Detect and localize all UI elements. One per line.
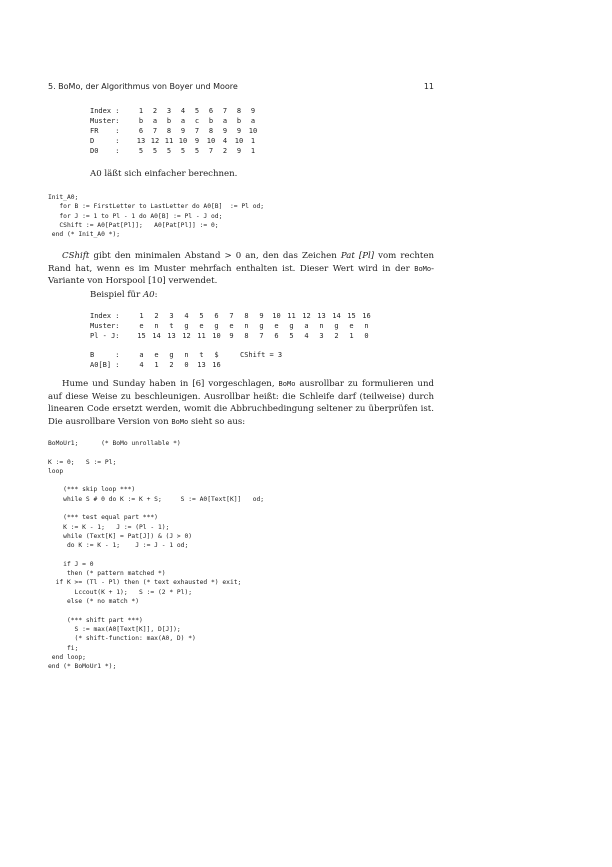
table-cell xyxy=(260,116,274,126)
table-cell: 13 xyxy=(167,332,176,340)
table-cell: t xyxy=(199,351,204,359)
table-cell: a xyxy=(139,351,144,359)
table-cell: n xyxy=(154,322,159,330)
table-cell: e xyxy=(154,351,159,359)
row-label: D : xyxy=(90,137,120,145)
row-label: FR : xyxy=(90,127,120,135)
table-cell: 4 xyxy=(180,107,186,115)
table-row xyxy=(90,106,274,116)
table-cell: a xyxy=(250,117,256,125)
row-label: Muster: xyxy=(90,117,120,125)
table-row xyxy=(90,360,320,370)
table-cell: 1 xyxy=(349,332,354,340)
table-cell: 12 xyxy=(150,137,160,145)
row-label: Pl - J: xyxy=(90,332,120,340)
table-cell: 9 xyxy=(194,137,200,145)
table-cell: 9 xyxy=(222,127,228,135)
paragraph-hume-sunday xyxy=(48,378,434,428)
table-cell xyxy=(260,126,274,136)
table-cell: 5 xyxy=(194,147,200,155)
table-cell: 0 xyxy=(364,332,369,340)
table-cell: g xyxy=(334,322,339,330)
hume-text-2: ausrollbar zu formulieren und auf diese Weise zu beschleunigen. Ausrollbar heißt: die Schleife darf (teilweise) durch linearen Code ersetzt werden, womit die Abbruchbedingung seltener zu überprüfen ist. Die ausrollbare Version von xyxy=(48,379,434,427)
table-cell: 14 xyxy=(332,312,341,320)
table-cell: b xyxy=(236,117,242,125)
row-label: D0 : xyxy=(90,147,120,155)
table-cell: g xyxy=(214,322,219,330)
table-row xyxy=(90,350,320,360)
row-label: A0[B] : xyxy=(90,361,120,369)
table-row xyxy=(90,126,274,136)
table-cell: e xyxy=(229,322,234,330)
table-cell: 12 xyxy=(302,312,311,320)
row-label: Index : xyxy=(90,107,120,115)
table-cell: 7 xyxy=(259,332,264,340)
table-cell: 11 xyxy=(287,312,296,320)
table-cell: 6 xyxy=(214,312,219,320)
index-table-bama xyxy=(90,106,274,156)
term-bomo-1: BoMo xyxy=(278,380,296,388)
example-text: Beispiel für xyxy=(90,290,143,300)
cshift-value: CShift = 3 xyxy=(240,351,283,359)
table-cell: 9 xyxy=(229,332,234,340)
a0-table xyxy=(90,350,320,370)
table-cell: 0 xyxy=(184,361,189,369)
table-row xyxy=(90,331,374,341)
table-cell xyxy=(260,146,274,156)
table-cell: 4 xyxy=(304,332,309,340)
table-cell: 5 xyxy=(152,147,158,155)
table-cell: 5 xyxy=(138,147,144,155)
table-cell: 13 xyxy=(197,361,206,369)
table-cell: 3 xyxy=(319,332,324,340)
table-cell: 10 xyxy=(178,137,188,145)
table-cell: 4 xyxy=(139,361,144,369)
term-cshift: CShift xyxy=(62,251,90,261)
table-cell: 10 xyxy=(234,137,244,145)
table-cell: b xyxy=(138,117,144,125)
table-cell: 5 xyxy=(289,332,294,340)
table-cell: 2 xyxy=(154,312,159,320)
table-cell: 3 xyxy=(166,107,172,115)
index-table-engeg xyxy=(90,311,374,341)
table-cell: 15 xyxy=(137,332,146,340)
table-cell: b xyxy=(208,117,214,125)
table-cell: 16 xyxy=(212,361,221,369)
hume-text-3: sieht so aus: xyxy=(188,416,246,427)
cshift-text-1: gibt den minimalen Abstand > 0 an, den das Zeichen xyxy=(89,251,341,261)
table-row xyxy=(90,311,374,321)
table-cell: 8 xyxy=(244,312,249,320)
table-cell: t xyxy=(169,322,174,330)
table-cell: 10 xyxy=(206,137,216,145)
term-bomo: BoMo xyxy=(414,264,432,273)
table-cell: 13 xyxy=(136,137,146,145)
table-row xyxy=(90,116,274,126)
term-pat-pl: Pat [Pl] xyxy=(340,251,375,261)
table-cell: 16 xyxy=(362,312,371,320)
paragraph-example xyxy=(90,289,158,301)
table-cell: 11 xyxy=(197,332,206,340)
table-cell: n xyxy=(244,322,249,330)
paragraph-cshift xyxy=(48,250,434,288)
table-cell: $ xyxy=(214,351,219,359)
table-cell: 5 xyxy=(199,312,204,320)
table-cell: 8 xyxy=(208,127,214,135)
table-cell: 4 xyxy=(222,137,228,145)
table-row xyxy=(90,146,274,156)
table-cell xyxy=(260,136,274,146)
example-tail: : xyxy=(154,290,158,300)
table-cell: 2 xyxy=(169,361,174,369)
term-bomo-2: BoMo xyxy=(171,417,189,426)
table-cell: 7 xyxy=(152,127,158,135)
table-cell: 15 xyxy=(347,312,356,320)
code-init-a0: Init_A0; for B := FirstLetter to LastLetter do A0[B] := Pl od; for J := 1 to Pl - 1 do A0[B] := Pl - J od; CShift := A0[Pat[Pl]]; A0[Pat[Pl]] := 0; end (* Init_A0 *); xyxy=(48,194,265,239)
table-cell: 10 xyxy=(248,127,258,135)
table-cell: 2 xyxy=(334,332,339,340)
table-cell: a xyxy=(304,322,309,330)
table-cell xyxy=(260,106,274,116)
table-cell: 1 xyxy=(250,147,256,155)
table-cell: g xyxy=(169,351,174,359)
page-number: 11 xyxy=(423,82,434,91)
row-label: Index : xyxy=(90,312,120,320)
table-cell: 10 xyxy=(272,312,281,320)
table-cell: 9 xyxy=(180,127,186,135)
table-cell: 8 xyxy=(244,332,249,340)
table-cell: 1 xyxy=(138,107,144,115)
table-cell: 14 xyxy=(152,332,161,340)
table-cell: 1 xyxy=(154,361,159,369)
table-cell: a xyxy=(222,117,228,125)
table-cell: 11 xyxy=(164,137,174,145)
table-cell: 7 xyxy=(229,312,234,320)
table-cell: n xyxy=(364,322,369,330)
table-cell: 1 xyxy=(139,312,144,320)
table-row xyxy=(90,321,374,331)
row-label: Muster: xyxy=(90,322,120,330)
cshift-text-2: vom rechten Rand hat, wenn es im Muster mehrfach enthalten ist. Dieser Wert wird in der xyxy=(48,251,434,274)
table-cell: e xyxy=(274,322,279,330)
table-cell: e xyxy=(199,322,204,330)
table-cell: n xyxy=(184,351,189,359)
cshift-text-3: -Variante von Horspool [10] verwendet. xyxy=(48,263,434,287)
table-cell: b xyxy=(166,117,172,125)
table-row xyxy=(90,136,274,146)
term-a0: A0 xyxy=(142,290,155,300)
table-cell: e xyxy=(139,322,144,330)
table-cell: 6 xyxy=(208,107,214,115)
table-cell: 7 xyxy=(208,147,214,155)
table-cell: 5 xyxy=(194,107,200,115)
table-cell: 4 xyxy=(184,312,189,320)
table-cell: g xyxy=(289,322,294,330)
table-cell: 6 xyxy=(138,127,144,135)
table-cell: a xyxy=(152,117,158,125)
table-cell: c xyxy=(194,117,200,125)
table-cell: 9 xyxy=(236,127,242,135)
table-cell: 9 xyxy=(250,107,256,115)
table-cell: 5 xyxy=(166,147,172,155)
table-cell: a xyxy=(180,117,186,125)
table-cell: 5 xyxy=(180,147,186,155)
hume-text-1: Hume und Sunday haben in [6] vorgeschlagen, xyxy=(62,379,279,389)
table-cell: 9 xyxy=(236,147,242,155)
table-cell: g xyxy=(184,322,189,330)
header-title: 5. BoMo, der Algorithmus von Boyer und Moore xyxy=(48,82,238,91)
table-cell: n xyxy=(319,322,324,330)
table-cell: 7 xyxy=(222,107,228,115)
table-cell: 2 xyxy=(222,147,228,155)
table-cell: 7 xyxy=(194,127,200,135)
table-cell: 6 xyxy=(274,332,279,340)
running-header xyxy=(48,82,434,91)
table-cell: 10 xyxy=(212,332,221,340)
table-cell: 9 xyxy=(259,312,264,320)
paragraph-a0: A0 läßt sich einfacher berechnen. xyxy=(90,169,238,179)
table-cell: 1 xyxy=(250,137,256,145)
table-cell: 8 xyxy=(166,127,172,135)
table-cell: 8 xyxy=(236,107,242,115)
table-cell: 3 xyxy=(169,312,174,320)
table-cell: g xyxy=(259,322,264,330)
cshift-value xyxy=(224,360,320,370)
table-cell: 12 xyxy=(182,332,191,340)
table-cell: e xyxy=(349,322,354,330)
row-label: B : xyxy=(90,351,120,359)
table-cell: 13 xyxy=(317,312,326,320)
code-bomour1: BoMoUr1; (* BoMo unrollable *) K := 0; S := Pl; loop (*** skip loop ***) while S # 0 do K := K + S; S := A0[Text[K]] od; (*** test equal part ***) K := K - 1; J := (Pl - 1); while (Text[K] = Pat[J]) & (J > 0) do K := K - 1; J := J - 1 od; if J = 0 then (* pattern matched *) if K >= (Tl - Pl) then (* text exhausted *) exit; Lccout(K + 1); S := (2 * Pl); else (* no match *) (*** shift part ***) S := max(A0[Text[K]], D[J]); (* shift-function: max(A0, D) *) fi; end loop; end (* BoMoUr1 *); xyxy=(48,440,265,671)
table-cell: 2 xyxy=(152,107,158,115)
